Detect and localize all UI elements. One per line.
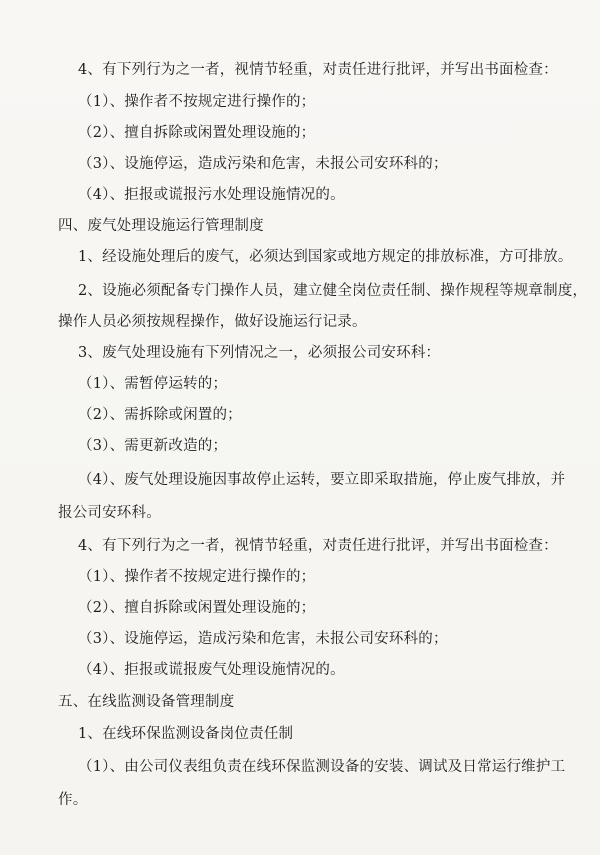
text-line: （4）、拒报或谎报污水处理设施情况的。: [78, 187, 345, 203]
text-line: 4、有下列行为之一者，视情节轻重，对责任进行批评，并写出书面检查：: [78, 62, 558, 78]
text-line: （1）、操作者不按规定进行操作的；: [78, 94, 316, 110]
text-line: （3）、设施停运，造成污染和危害，未报公司安环科的；: [78, 156, 448, 172]
text-line: 报公司安环科。: [58, 505, 161, 521]
text-line: （4）、废气处理设施因事故停止运转，要立即采取措施，停止废气排放，并: [78, 472, 566, 488]
text-line: （3）、需更新改造的；: [78, 438, 228, 454]
text-line: 操作人员必须按规程操作，做好设施运行记录。: [58, 314, 367, 330]
text-line: （2）、需拆除或闲置的；: [78, 407, 242, 423]
text-line: 4、有下列行为之一者，视情节轻重，对责任进行批评，并写出书面检查：: [78, 538, 558, 554]
text-line: （1）、操作者不按规定进行操作的；: [78, 569, 316, 585]
section-heading: 四、废气处理设施运行管理制度: [58, 218, 264, 234]
text-line: 1、在线环保监测设备岗位责任制: [78, 726, 294, 742]
text-line: （1）、由公司仪表组负责在线环保监测设备的安装、调试及日常运行维护工: [78, 759, 566, 775]
text-line: （2）、擅自拆除或闲置处理设施的；: [78, 600, 316, 616]
text-line: 3、废气处理设施有下列情况之一，必须报公司安环科：: [78, 345, 441, 361]
text-line: （3）、设施停运，造成污染和危害，未报公司安环科的；: [78, 631, 448, 647]
text-line: 2、设施必须配备专门操作人员，建立健全岗位责任制、操作规程等规章制度，: [78, 283, 588, 299]
text-line: （1）、需暂停运转的；: [78, 376, 228, 392]
text-line: 作。: [58, 792, 88, 808]
section-heading: 五、在线监测设备管理制度: [58, 694, 235, 710]
text-line: （2）、擅自拆除或闲置处理设施的；: [78, 125, 316, 141]
text-line: 1、经设施处理后的废气，必须达到国家或地方规定的排放标准，方可排放。: [78, 249, 573, 265]
text-line: （4）、拒报或谎报废气处理设施情况的。: [78, 662, 345, 678]
